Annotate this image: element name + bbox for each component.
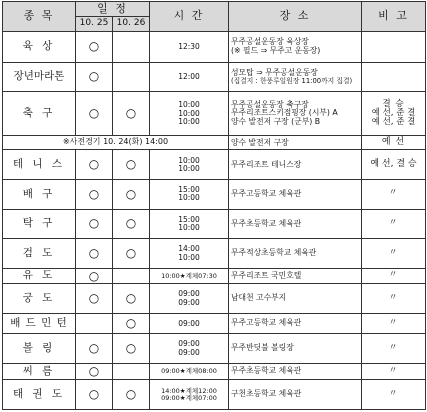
event-venue <box>229 334 362 364</box>
table-row <box>3 363 426 379</box>
event-name: 검 도 <box>3 239 76 269</box>
date2-mark: ○ <box>113 209 150 239</box>
venue-line: 무주반딧불 볼링장 <box>231 343 294 353</box>
event-time <box>150 334 229 364</box>
event-name: 씨 름 <box>3 363 76 379</box>
date2-mark <box>113 268 150 283</box>
pre-match-note: ※사전경기 10. 24(화) 14:00 <box>3 136 229 150</box>
date2-mark: ○ <box>113 150 150 180</box>
header-schedule: 일 정 <box>76 2 150 17</box>
date2-mark: ○ <box>113 284 150 314</box>
time-line: 10:00 <box>178 108 200 118</box>
event-name: 축 구 <box>3 92 76 136</box>
remark-line: 〃 <box>388 365 399 376</box>
event-name: 배 드 민 턴 <box>3 313 76 333</box>
event-time <box>150 363 229 379</box>
event-venue <box>229 92 362 136</box>
event-time <box>150 32 229 63</box>
event-name: 장년마라톤 <box>3 62 76 92</box>
venue-line: 무주공설운동장 육상장 <box>231 37 309 47</box>
time-line: 09:00★계체07:00 <box>161 393 217 402</box>
header-venue: 장 소 <box>229 2 362 32</box>
event-remark <box>362 32 426 63</box>
venue-line: 무주공설운동장 축구장 <box>231 99 309 109</box>
event-remark <box>362 284 426 314</box>
venue-line: 무주리조트 국민호텔 <box>231 270 302 280</box>
event-venue <box>229 32 362 63</box>
date2-mark: ○ <box>113 92 150 136</box>
date1-mark: ○ <box>76 150 113 180</box>
time-line: 10:00 <box>178 155 200 165</box>
event-remark <box>362 380 426 410</box>
header-time: 시 간 <box>150 2 229 32</box>
time-line: 15:00 <box>178 214 200 224</box>
event-venue <box>229 313 362 333</box>
event-remark <box>362 209 426 239</box>
event-venue: 양수 발전저 구장 <box>229 136 362 150</box>
date1-mark: ○ <box>76 284 113 314</box>
table-row <box>3 150 426 180</box>
date2-mark: ○ <box>113 380 150 410</box>
event-time <box>150 268 229 283</box>
time-line: 15:00 <box>178 185 200 195</box>
header-remarks: 비 고 <box>362 2 426 32</box>
event-name: 볼 링 <box>3 334 76 364</box>
schedule-table-frame <box>2 1 425 410</box>
event-venue <box>229 209 362 239</box>
event-name: 태 권 도 <box>3 380 76 410</box>
event-time <box>150 313 229 333</box>
table-row <box>3 136 426 150</box>
date1-mark: ○ <box>76 180 113 210</box>
date2-mark: ○ <box>113 313 150 333</box>
event-venue <box>229 284 362 314</box>
remark-line: 결 승 <box>382 98 405 109</box>
remark-line: 예 선, 준 결 <box>371 117 416 128</box>
event-remark <box>362 62 426 92</box>
time-line: 10:00 <box>178 163 200 173</box>
event-name: 육 상 <box>3 32 76 63</box>
remark-line: 〃 <box>388 342 399 353</box>
event-time <box>150 180 229 210</box>
event-time <box>150 62 229 92</box>
event-time <box>150 92 229 136</box>
header-event: 종 목 <box>3 2 76 32</box>
venue-line: 무주고등학교 체육관 <box>231 318 302 328</box>
venue-line: 무주초등학교 체육관 <box>231 366 302 376</box>
date1-mark <box>76 313 113 333</box>
event-schedule-table <box>2 1 426 410</box>
event-time <box>150 209 229 239</box>
venue-line: (집결지 : 한풍루일원장 11:00까지 집결) <box>231 76 353 85</box>
event-remark <box>362 334 426 364</box>
event-name: 배 구 <box>3 180 76 210</box>
remark-line: 〃 <box>388 270 399 281</box>
event-name: 테 니 스 <box>3 150 76 180</box>
time-line: 09:00 <box>178 318 200 328</box>
event-name: 탁 구 <box>3 209 76 239</box>
event-time <box>150 380 229 410</box>
date1-mark: ○ <box>76 239 113 269</box>
event-venue <box>229 150 362 180</box>
table-row <box>3 62 426 92</box>
date1-mark: ○ <box>76 363 113 379</box>
table-row <box>3 32 426 63</box>
time-line: 10:00 <box>178 100 200 110</box>
time-line: 09:00 <box>178 347 200 357</box>
remark-line: 〃 <box>388 388 399 399</box>
table-row <box>3 313 426 333</box>
date1-mark: ○ <box>76 268 113 283</box>
time-line: 10:00 <box>178 252 200 262</box>
time-line: 14:00★계체12:00 <box>161 386 217 395</box>
time-line: 10:00 <box>178 116 200 126</box>
venue-line: 구천초등학교 체육관 <box>231 389 302 399</box>
remark-line: 예 선, 결 승 <box>370 158 417 169</box>
date1-mark: ○ <box>76 62 113 92</box>
date2-mark <box>113 62 150 92</box>
table-row <box>3 239 426 269</box>
event-remark <box>362 180 426 210</box>
remark-line: 〃 <box>388 247 399 258</box>
event-venue <box>229 363 362 379</box>
date2-mark: ○ <box>113 334 150 364</box>
date1-mark: ○ <box>76 334 113 364</box>
event-time <box>150 150 229 180</box>
venue-line: 성모탑 ⇒ 무주공설운동장 <box>231 67 318 77</box>
event-venue <box>229 380 362 410</box>
header-date-2: 10. 26 <box>113 17 150 32</box>
event-venue <box>229 180 362 210</box>
venue-line: 무주초등학교 체육관 <box>231 218 302 228</box>
event-remark <box>362 313 426 333</box>
event-remark <box>362 363 426 379</box>
remark-line: 〃 <box>388 292 399 303</box>
event-remark <box>362 268 426 283</box>
venue-line: 무주적상초등학교 체육관 <box>231 248 317 258</box>
event-name: 궁 도 <box>3 284 76 314</box>
event-venue <box>229 268 362 283</box>
date2-mark <box>113 363 150 379</box>
remark-line: 〃 <box>388 218 399 229</box>
remark-line: 예 선, 준 결 <box>371 108 416 119</box>
venue-line: 양수 발전저 구장 (군부) B <box>231 117 321 126</box>
table-row <box>3 334 426 364</box>
time-line: 10:00★계체07:30 <box>161 271 217 280</box>
header-date-1: 10. 25 <box>76 17 113 32</box>
time-line: 09:00 <box>178 297 200 307</box>
date2-mark <box>113 32 150 63</box>
event-remark: 예 선 <box>362 136 426 150</box>
table-row <box>3 284 426 314</box>
date1-mark: ○ <box>76 92 113 136</box>
event-name: 유 도 <box>3 268 76 283</box>
table-row <box>3 268 426 283</box>
event-remark <box>362 239 426 269</box>
time-line: 12:00 <box>178 71 200 81</box>
event-remark <box>362 92 426 136</box>
venue-line: (※ 필드 ⇒ 무주고 운동장) <box>231 45 321 55</box>
table-row <box>3 209 426 239</box>
venue-line: 무주고등학교 체육관 <box>231 189 302 199</box>
venue-line: 무주리조트 테니스장 <box>231 159 302 169</box>
date2-mark: ○ <box>113 180 150 210</box>
event-venue <box>229 62 362 92</box>
date1-mark: ○ <box>76 380 113 410</box>
event-time <box>150 239 229 269</box>
remark-line: 〃 <box>388 188 399 199</box>
time-line: 10:00 <box>178 223 200 233</box>
venue-line: 무주리조트스키점핑장 (시부) A <box>231 108 338 118</box>
remark-line: 〃 <box>388 317 399 328</box>
time-line: 09:00 <box>178 339 200 349</box>
time-line: 14:00 <box>178 244 200 254</box>
time-line: 10:00 <box>178 193 200 203</box>
event-venue <box>229 239 362 269</box>
event-time <box>150 284 229 314</box>
event-remark <box>362 150 426 180</box>
table-row <box>3 92 426 136</box>
table-row <box>3 380 426 410</box>
date1-mark: ○ <box>76 209 113 239</box>
date1-mark: ○ <box>76 32 113 63</box>
table-row <box>3 180 426 210</box>
time-line: 12:30 <box>178 41 200 51</box>
time-line: 09:00 <box>178 289 200 299</box>
time-line: 09:00★계체08:00 <box>161 367 217 376</box>
venue-line: 남대천 고수부지 <box>231 293 287 303</box>
date2-mark: ○ <box>113 239 150 269</box>
